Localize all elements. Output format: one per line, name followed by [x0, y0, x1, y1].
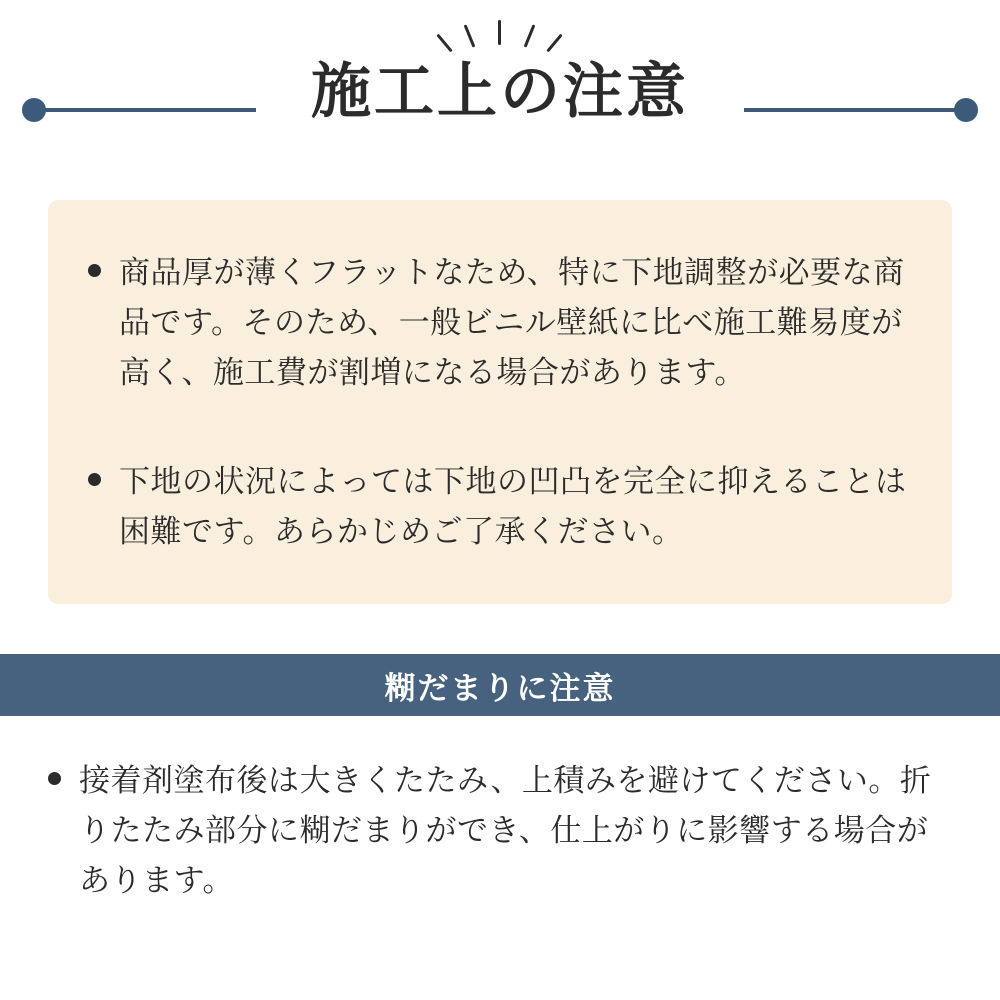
list-item-text: 下地の状況によっては下地の凹凸を完全に抑えることは困難です。あらかじめご了承ください。	[119, 463, 907, 549]
sparkle-rays-icon	[435, 18, 565, 58]
list-item-text: 商品厚が薄くフラットなため、特に下地調整が必要な商品です。そのため、一般ビニル壁紙に比べ施工難易度が高く、施工費が割増になる場合があります。	[119, 255, 905, 391]
page-title: 施工上の注意	[311, 58, 689, 125]
list-item	[48, 756, 942, 907]
lower-section	[48, 756, 952, 907]
list-item	[88, 457, 908, 557]
list-item	[88, 248, 908, 399]
bullet-icon	[48, 772, 61, 785]
bullet-icon	[88, 264, 101, 277]
notice-panel	[48, 200, 952, 604]
section-band	[0, 654, 1000, 716]
list-item-text: 接着剤塗布後は大きくたたみ、上積みを避けてください。折りたたみ部分に糊だまりができ、仕上がりに影響する場合があります。	[79, 763, 932, 899]
page-header	[0, 0, 1000, 170]
bullet-icon	[88, 473, 101, 486]
section-title: 糊だまりに注意	[384, 670, 616, 706]
